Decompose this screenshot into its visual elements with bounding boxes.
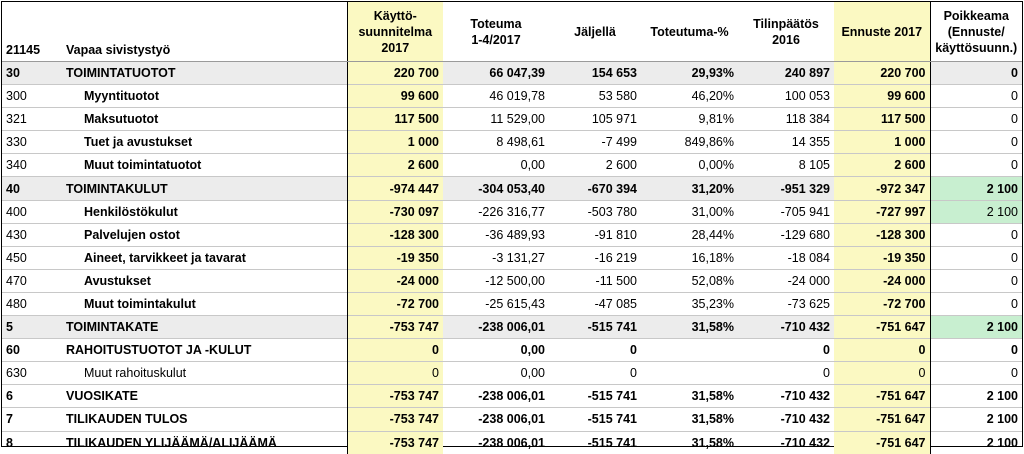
- cell-ennuste: -972 347: [834, 177, 930, 200]
- header-tilinpaatos-line1: Tilinpäätös: [753, 16, 819, 31]
- cell-toteuma-pct: 31,00%: [641, 200, 738, 223]
- table-row: [2, 316, 1022, 339]
- cell-code: 400: [2, 200, 62, 223]
- header-plan: [347, 2, 443, 62]
- cell-tilinpaatos: 8 105: [738, 154, 834, 177]
- cell-toteuma: 8 498,61: [443, 131, 549, 154]
- cell-plan: -753 747: [347, 385, 443, 408]
- cell-toteuma: -12 500,00: [443, 269, 549, 292]
- cell-tilinpaatos: 118 384: [738, 108, 834, 131]
- cell-name: TOIMINTATUOTOT: [62, 62, 347, 85]
- cell-name: Henkilöstökulut: [62, 200, 347, 223]
- cell-tilinpaatos: -710 432: [738, 431, 834, 454]
- cell-name: RAHOITUSTUOTOT JA -KULUT: [62, 339, 347, 362]
- cell-ennuste: 0: [834, 362, 930, 385]
- header-plan-line3: 2017: [381, 40, 410, 55]
- cell-name: TOIMINTAKATE: [62, 316, 347, 339]
- table-row: [2, 385, 1022, 408]
- cell-tilinpaatos: -129 680: [738, 223, 834, 246]
- table-row: [2, 362, 1022, 385]
- cell-jaljella: -91 810: [549, 223, 641, 246]
- cell-code: 480: [2, 292, 62, 315]
- header-poikkeama: [930, 2, 1022, 62]
- cell-toteuma: 66 047,39: [443, 62, 549, 85]
- cell-toteuma-pct: 31,58%: [641, 316, 738, 339]
- cell-toteuma-pct: 31,58%: [641, 431, 738, 454]
- cell-toteuma: -238 006,01: [443, 385, 549, 408]
- cell-ennuste: 220 700: [834, 62, 930, 85]
- cell-plan: 1 000: [347, 131, 443, 154]
- cell-name: Maksutuotot: [62, 108, 347, 131]
- cell-name: Tuet ja avustukset: [62, 131, 347, 154]
- cell-tilinpaatos: 0: [738, 362, 834, 385]
- cell-tilinpaatos: 0: [738, 339, 834, 362]
- cell-tilinpaatos: 240 897: [738, 62, 834, 85]
- header-name: Vapaa sivistystyö: [62, 2, 347, 62]
- cell-plan: 0: [347, 339, 443, 362]
- cell-tilinpaatos: -18 084: [738, 246, 834, 269]
- cell-ennuste: -727 997: [834, 200, 930, 223]
- cell-code: 630: [2, 362, 62, 385]
- header-code: 21145: [2, 2, 62, 62]
- cell-toteuma: 11 529,00: [443, 108, 549, 131]
- header-tilinpaatos-line2: 2016: [772, 32, 800, 47]
- cell-plan: 2 600: [347, 154, 443, 177]
- table-row: [2, 269, 1022, 292]
- table-row: [2, 62, 1022, 85]
- header-toteuma-pct: Toteutuma-%: [641, 2, 738, 62]
- cell-code: 450: [2, 246, 62, 269]
- cell-plan: 117 500: [347, 108, 443, 131]
- cell-toteuma: -238 006,01: [443, 408, 549, 431]
- cell-toteuma-pct: 31,58%: [641, 385, 738, 408]
- cell-name: Muut toimintatuotot: [62, 154, 347, 177]
- cell-code: 321: [2, 108, 62, 131]
- cell-poikkeama: 2 100: [930, 408, 1022, 431]
- cell-ennuste: -751 647: [834, 431, 930, 454]
- cell-tilinpaatos: -705 941: [738, 200, 834, 223]
- cell-jaljella: -47 085: [549, 292, 641, 315]
- cell-code: 330: [2, 131, 62, 154]
- cell-plan: -24 000: [347, 269, 443, 292]
- cell-jaljella: 53 580: [549, 85, 641, 108]
- cell-name: Myyntituotot: [62, 85, 347, 108]
- cell-toteuma-pct: 31,20%: [641, 177, 738, 200]
- cell-toteuma: -226 316,77: [443, 200, 549, 223]
- header-tilinpaatos: [738, 2, 834, 62]
- cell-jaljella: -11 500: [549, 269, 641, 292]
- cell-poikkeama: 0: [930, 85, 1022, 108]
- cell-jaljella: -515 741: [549, 408, 641, 431]
- cell-toteuma-pct: 9,81%: [641, 108, 738, 131]
- cell-name: Aineet, tarvikkeet ja tavarat: [62, 246, 347, 269]
- cell-plan: -974 447: [347, 177, 443, 200]
- cell-toteuma-pct: 0,00%: [641, 154, 738, 177]
- cell-plan: 99 600: [347, 85, 443, 108]
- cell-tilinpaatos: -710 432: [738, 316, 834, 339]
- table-row: [2, 292, 1022, 315]
- cell-name: TOIMINTAKULUT: [62, 177, 347, 200]
- cell-ennuste: 99 600: [834, 85, 930, 108]
- cell-jaljella: -515 741: [549, 385, 641, 408]
- cell-tilinpaatos: -24 000: [738, 269, 834, 292]
- cell-jaljella: -670 394: [549, 177, 641, 200]
- cell-plan: 0: [347, 362, 443, 385]
- table-row: [2, 177, 1022, 200]
- table-row: [2, 154, 1022, 177]
- cell-toteuma-pct: [641, 362, 738, 385]
- cell-plan: -730 097: [347, 200, 443, 223]
- cell-plan: -72 700: [347, 292, 443, 315]
- cell-jaljella: 2 600: [549, 154, 641, 177]
- cell-name: VUOSIKATE: [62, 385, 347, 408]
- cell-ennuste: -751 647: [834, 385, 930, 408]
- header-toteuma-line1: Toteuma: [470, 16, 522, 31]
- cell-toteuma-pct: 35,23%: [641, 292, 738, 315]
- cell-poikkeama: 2 100: [930, 385, 1022, 408]
- cell-poikkeama: 0: [930, 154, 1022, 177]
- cell-code: 300: [2, 85, 62, 108]
- cell-poikkeama: 0: [930, 108, 1022, 131]
- cell-toteuma-pct: 28,44%: [641, 223, 738, 246]
- cell-poikkeama: 0: [930, 339, 1022, 362]
- cell-poikkeama: 0: [930, 246, 1022, 269]
- cell-poikkeama: 0: [930, 62, 1022, 85]
- cell-toteuma: 46 019,78: [443, 85, 549, 108]
- cell-poikkeama: 0: [930, 223, 1022, 246]
- cell-plan: -753 747: [347, 431, 443, 454]
- cell-toteuma-pct: 849,86%: [641, 131, 738, 154]
- table-row: [2, 431, 1022, 454]
- cell-jaljella: 105 971: [549, 108, 641, 131]
- cell-toteuma-pct: 46,20%: [641, 85, 738, 108]
- cell-code: 8: [2, 431, 62, 454]
- cell-code: 7: [2, 408, 62, 431]
- cell-tilinpaatos: -710 432: [738, 385, 834, 408]
- cell-code: 40: [2, 177, 62, 200]
- cell-name: Muut toimintakulut: [62, 292, 347, 315]
- cell-toteuma-pct: 31,58%: [641, 408, 738, 431]
- header-toteuma-line2: 1-4/2017: [471, 32, 521, 47]
- cell-tilinpaatos: 100 053: [738, 85, 834, 108]
- cell-toteuma-pct: [641, 339, 738, 362]
- table-row: [2, 200, 1022, 223]
- cell-ennuste: -128 300: [834, 223, 930, 246]
- cell-ennuste: 117 500: [834, 108, 930, 131]
- cell-code: 430: [2, 223, 62, 246]
- header-poikkeama-line1: Poikkeama: [943, 8, 1009, 23]
- cell-toteuma: 0,00: [443, 339, 549, 362]
- cell-code: 6: [2, 385, 62, 408]
- cell-jaljella: -515 741: [549, 316, 641, 339]
- header-plan-line2: suunnitelma: [358, 24, 433, 39]
- cell-poikkeama: 0: [930, 292, 1022, 315]
- cell-ennuste: -72 700: [834, 292, 930, 315]
- cell-poikkeama: 2 100: [930, 177, 1022, 200]
- table-row: [2, 408, 1022, 431]
- cell-tilinpaatos: 14 355: [738, 131, 834, 154]
- cell-toteuma: -304 053,40: [443, 177, 549, 200]
- cell-poikkeama: 2 100: [930, 316, 1022, 339]
- cell-jaljella: -503 780: [549, 200, 641, 223]
- budget-table: [2, 2, 1022, 454]
- cell-toteuma: -25 615,43: [443, 292, 549, 315]
- table-row: [2, 223, 1022, 246]
- cell-toteuma: -238 006,01: [443, 316, 549, 339]
- cell-tilinpaatos: -951 329: [738, 177, 834, 200]
- cell-poikkeama: 0: [930, 269, 1022, 292]
- cell-ennuste: -24 000: [834, 269, 930, 292]
- cell-poikkeama: 2 100: [930, 431, 1022, 454]
- table-row: [2, 246, 1022, 269]
- table-row: [2, 339, 1022, 362]
- cell-toteuma: 0,00: [443, 154, 549, 177]
- header-poikkeama-line2: (Ennuste/: [947, 24, 1005, 39]
- header-poikkeama-line3: käyttösuunn.): [935, 40, 1018, 55]
- cell-toteuma-pct: 16,18%: [641, 246, 738, 269]
- cell-poikkeama: 0: [930, 362, 1022, 385]
- cell-jaljella: -16 219: [549, 246, 641, 269]
- cell-jaljella: 0: [549, 362, 641, 385]
- cell-poikkeama: 0: [930, 131, 1022, 154]
- table-row: [2, 108, 1022, 131]
- table-row: [2, 85, 1022, 108]
- cell-jaljella: -7 499: [549, 131, 641, 154]
- cell-ennuste: 2 600: [834, 154, 930, 177]
- cell-jaljella: -515 741: [549, 431, 641, 454]
- cell-code: 30: [2, 62, 62, 85]
- header-toteuma: [443, 2, 549, 62]
- header-jaljella: Jäljellä: [549, 2, 641, 62]
- cell-toteuma: 0,00: [443, 362, 549, 385]
- cell-toteuma-pct: 52,08%: [641, 269, 738, 292]
- cell-tilinpaatos: -710 432: [738, 408, 834, 431]
- cell-code: 5: [2, 316, 62, 339]
- cell-name: Muut rahoituskulut: [62, 362, 347, 385]
- cell-plan: -753 747: [347, 316, 443, 339]
- header-row: [2, 2, 1022, 62]
- cell-plan: -19 350: [347, 246, 443, 269]
- cell-name: TILIKAUDEN TULOS: [62, 408, 347, 431]
- cell-ennuste: -19 350: [834, 246, 930, 269]
- cell-name: TILIKAUDEN YLIJÄÄMÄ/ALIJÄÄMÄ: [62, 431, 347, 454]
- cell-ennuste: 1 000: [834, 131, 930, 154]
- cell-ennuste: -751 647: [834, 316, 930, 339]
- cell-plan: 220 700: [347, 62, 443, 85]
- budget-table-container: [1, 1, 1023, 450]
- cell-code: 60: [2, 339, 62, 362]
- cell-jaljella: 154 653: [549, 62, 641, 85]
- header-plan-line1: Käyttö-: [373, 8, 417, 23]
- cell-code: 340: [2, 154, 62, 177]
- cell-name: Avustukset: [62, 269, 347, 292]
- cell-name: Palvelujen ostot: [62, 223, 347, 246]
- table-row: [2, 131, 1022, 154]
- cell-plan: -753 747: [347, 408, 443, 431]
- cell-tilinpaatos: -73 625: [738, 292, 834, 315]
- cell-toteuma: -3 131,27: [443, 246, 549, 269]
- cell-toteuma-pct: 29,93%: [641, 62, 738, 85]
- cell-poikkeama: 2 100: [930, 200, 1022, 223]
- cell-toteuma: -36 489,93: [443, 223, 549, 246]
- cell-code: 470: [2, 269, 62, 292]
- cell-jaljella: 0: [549, 339, 641, 362]
- header-ennuste: Ennuste 2017: [834, 2, 930, 62]
- cell-plan: -128 300: [347, 223, 443, 246]
- cell-ennuste: -751 647: [834, 408, 930, 431]
- cell-ennuste: 0: [834, 339, 930, 362]
- cell-toteuma: -238 006,01: [443, 431, 549, 454]
